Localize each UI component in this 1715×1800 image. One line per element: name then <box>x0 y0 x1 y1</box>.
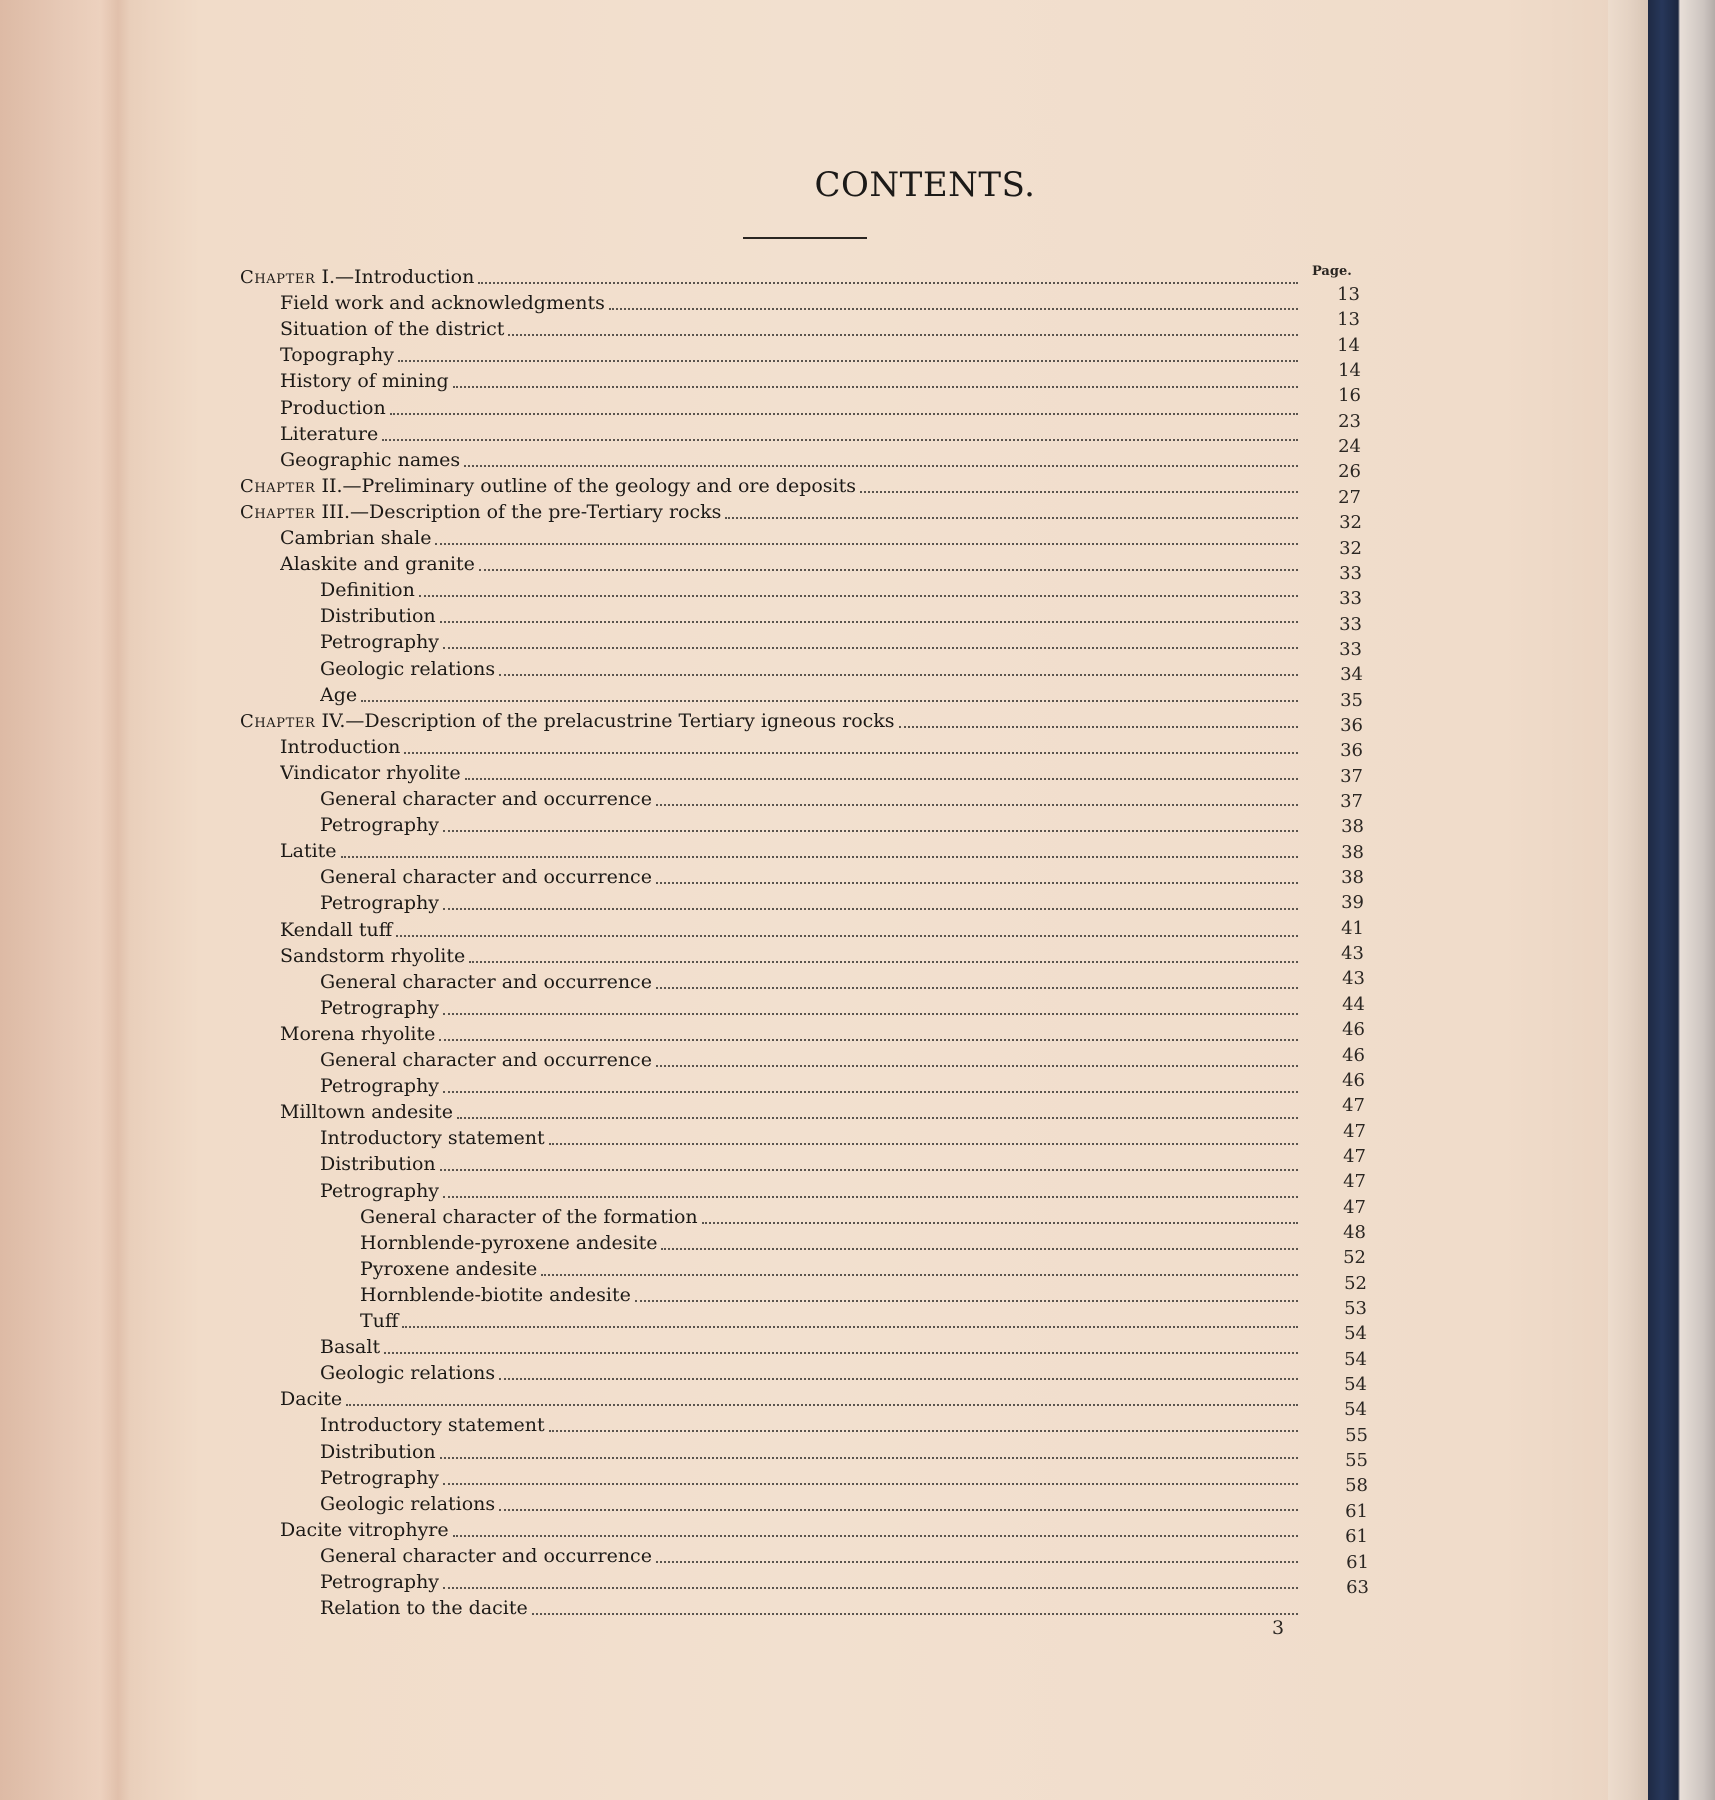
toc-entry-label <box>320 1595 528 1621</box>
toc-entry-text: IV.—Description of the prelacustrine Tertiary igneous rocks <box>315 709 895 732</box>
dot-leader <box>469 959 1298 963</box>
toc-entry-label <box>360 1230 657 1256</box>
toc-page-number: 38 <box>1341 867 1364 889</box>
toc-entry-text: Introductory statement <box>320 1127 545 1150</box>
toc-page-number: 54 <box>1344 1348 1367 1370</box>
toc-entry-label <box>280 1517 449 1543</box>
toc-page-number: 46 <box>1342 1044 1365 1066</box>
toc-entry-text: Relation to the dacite <box>320 1597 528 1620</box>
dot-leader <box>702 1220 1298 1224</box>
toc-page-number: 52 <box>1343 1247 1366 1269</box>
dot-leader <box>541 1272 1298 1276</box>
chapter-word: Chapter <box>240 475 316 497</box>
toc-page-number: 33 <box>1339 562 1362 584</box>
toc-entry <box>320 812 1302 838</box>
toc-entry-text: Production <box>280 396 386 419</box>
dot-leader <box>419 593 1298 597</box>
dot-leader <box>479 567 1298 571</box>
toc-entry <box>320 969 1302 995</box>
toc-entry-label <box>360 1204 698 1230</box>
toc-entry-text: General character and occurrence <box>320 1544 652 1567</box>
toc-entry <box>280 447 1302 473</box>
toc-entry-text: Geographic names <box>280 448 461 471</box>
chapter-word: Chapter <box>240 501 316 523</box>
toc-page-number: 61 <box>1346 1551 1369 1573</box>
toc-entry-text: Distribution <box>320 1153 436 1176</box>
dot-leader <box>499 1376 1298 1380</box>
toc-entry <box>320 995 1302 1021</box>
dot-leader <box>453 384 1298 388</box>
toc-entry <box>320 890 1302 916</box>
dot-leader <box>402 1324 1298 1328</box>
toc-page-number: 16 <box>1338 385 1361 407</box>
toc-entry-label <box>280 525 431 551</box>
toc-entry <box>280 734 1302 760</box>
toc-entry-text: Petrography <box>320 814 440 837</box>
toc-entry-text: Cambrian shale <box>280 527 432 549</box>
toc-page-number: 54 <box>1344 1399 1367 1421</box>
dot-leader <box>361 698 1298 702</box>
toc-page-number: 38 <box>1341 841 1364 863</box>
toc-entry-label <box>360 1282 631 1308</box>
toc-page-number: 24 <box>1338 436 1361 458</box>
toc-entry-label <box>280 1021 435 1047</box>
toc-entry <box>280 316 1302 342</box>
toc-page-number: 47 <box>1343 1145 1366 1167</box>
toc-entry-text: Petrography <box>320 1571 440 1593</box>
toc-page-number: 63 <box>1346 1576 1369 1598</box>
toc-page-number: 53 <box>1344 1298 1367 1319</box>
toc-entry-label <box>320 1465 439 1491</box>
toc-entry-text: I.—Introduction <box>315 266 475 288</box>
toc-entry <box>280 421 1302 447</box>
toc-entry-text: II.—Preliminary outline of the geology and ore deposits <box>315 474 857 497</box>
toc-entry-text: Introductory statement <box>320 1414 545 1437</box>
toc-chapter-entry <box>240 708 1302 734</box>
toc-page-number: 55 <box>1345 1424 1368 1446</box>
toc-entry-label <box>360 1256 537 1282</box>
folio-number: 3 <box>1272 1617 1285 1639</box>
toc-entry-label <box>280 342 394 368</box>
toc-entry <box>280 1386 1302 1412</box>
toc-page-number: 13 <box>1337 284 1360 305</box>
toc-entry-text: General character of the formation <box>360 1205 698 1228</box>
toc-page-number: 34 <box>1340 664 1363 686</box>
toc-entry-label <box>280 1099 453 1125</box>
dot-leader <box>443 645 1298 649</box>
dot-leader <box>899 724 1298 728</box>
toc-entry-label <box>320 890 439 916</box>
toc-page-number: 36 <box>1340 740 1363 762</box>
toc-entry <box>360 1282 1302 1308</box>
toc-entry-label <box>280 551 475 577</box>
dot-leader <box>440 1167 1298 1171</box>
toc-entry <box>360 1230 1302 1256</box>
dot-leader <box>457 1115 1298 1119</box>
toc-entry <box>360 1308 1302 1334</box>
toc-page-number: 54 <box>1344 1374 1367 1396</box>
page-column-label: Page. <box>1312 264 1352 279</box>
toc-entry-label <box>320 682 357 708</box>
toc-entry-label <box>280 838 337 864</box>
toc-entry-text: Milltown andesite <box>280 1101 453 1124</box>
toc-entry-label <box>320 1412 545 1438</box>
toc-page-number: 13 <box>1337 309 1360 331</box>
toc-entry-text: Petrography <box>320 1075 440 1098</box>
toc-entry-text: Tuff <box>360 1310 399 1332</box>
toc-page-number: 32 <box>1339 537 1362 559</box>
toc-entry-label <box>280 421 378 447</box>
dot-leader <box>404 750 1298 754</box>
toc-entry <box>360 1256 1302 1282</box>
toc-page-number: 39 <box>1341 892 1364 914</box>
chapter-word: Chapter <box>240 710 316 732</box>
toc-entry-text: Hornblende-pyroxene andesite <box>360 1231 658 1254</box>
toc-entry <box>320 1491 1302 1517</box>
toc-entry <box>320 603 1302 629</box>
toc-entry <box>280 1517 1302 1543</box>
toc-entry-text: Petrography <box>320 1466 440 1489</box>
toc-entry-label <box>280 760 461 786</box>
toc-entry-text: Alaskite and granite <box>280 553 475 576</box>
toc-page-number: 32 <box>1339 512 1362 534</box>
toc-entry-text: Pyroxene andesite <box>360 1257 538 1280</box>
toc-page-number: 44 <box>1342 993 1365 1015</box>
toc-entry-label <box>320 629 439 655</box>
toc-entry <box>360 1204 1302 1230</box>
toc-entry <box>320 786 1302 812</box>
toc-entry <box>320 1569 1302 1595</box>
dot-leader <box>346 1402 1298 1406</box>
toc-page-number: 54 <box>1344 1323 1367 1345</box>
toc-entry-label <box>320 1491 495 1517</box>
toc-chapter-entry <box>240 473 1302 499</box>
toc-entry-label <box>320 1334 380 1360</box>
dot-leader <box>464 463 1298 467</box>
toc-chapter-entry <box>240 499 1302 525</box>
toc-entry-text: Age <box>320 683 358 706</box>
toc-entry <box>280 1021 1302 1047</box>
toc-page-number: 14 <box>1338 360 1361 382</box>
toc-entry-text: Petrography <box>320 996 440 1019</box>
toc-entry-label <box>280 1386 342 1412</box>
toc-entry <box>320 1439 1302 1465</box>
toc-entry-label <box>240 264 474 290</box>
toc-entry <box>320 1151 1302 1177</box>
toc-entry-text: Introduction <box>280 735 401 758</box>
toc-entry-text: Field work and acknowledgments <box>280 292 605 315</box>
toc-page-number: 37 <box>1340 765 1363 787</box>
toc-entry-label <box>320 656 495 682</box>
toc-entry-label <box>280 734 400 760</box>
toc-entry-text: Basalt <box>320 1336 381 1359</box>
toc-entry <box>320 1047 1302 1073</box>
toc-entry-text: Distribution <box>320 605 436 628</box>
toc-entry-label <box>320 1569 439 1595</box>
toc-entry-label <box>320 995 439 1021</box>
dot-leader <box>443 1089 1298 1093</box>
toc-entry-text: Literature <box>280 422 379 445</box>
toc-entry <box>320 1595 1302 1621</box>
page-edges <box>1608 0 1648 1800</box>
dot-leader <box>443 1481 1298 1485</box>
toc-entry-label <box>320 812 439 838</box>
toc-entry-label <box>320 1125 545 1151</box>
toc-entry-text: Petrography <box>320 631 440 654</box>
dot-leader <box>499 1507 1298 1511</box>
toc-entry-text: Distribution <box>320 1440 436 1463</box>
toc-page-number: 36 <box>1340 714 1363 736</box>
dot-leader <box>453 1533 1298 1537</box>
toc-entry-label <box>320 1439 436 1465</box>
toc-entry <box>320 1412 1302 1438</box>
toc-entry <box>320 1073 1302 1099</box>
toc-page-number: 61 <box>1345 1526 1368 1548</box>
book-cover-board <box>1648 0 1715 1800</box>
dot-leader <box>341 854 1298 858</box>
toc-entry-text: General character and occurrence <box>320 788 652 810</box>
dot-leader <box>656 880 1298 884</box>
dot-leader <box>656 1063 1298 1067</box>
dot-leader <box>390 411 1298 415</box>
toc-entry-label <box>320 1360 495 1386</box>
toc-entry-label <box>320 1543 652 1569</box>
toc-entry-label <box>320 577 415 603</box>
toc-entry-label <box>320 786 652 812</box>
toc-entry-label <box>280 447 460 473</box>
toc-page-number: 48 <box>1343 1221 1366 1243</box>
toc-entry-text: Morena rhyolite <box>280 1022 436 1045</box>
toc-entry-label <box>280 943 465 969</box>
toc-page-number: 47 <box>1343 1196 1366 1218</box>
toc-page-number: 37 <box>1340 791 1363 812</box>
toc-page-number: 52 <box>1344 1272 1367 1294</box>
dot-leader <box>656 802 1298 806</box>
dot-leader <box>478 280 1298 284</box>
dot-leader <box>499 672 1298 676</box>
toc-entry-label <box>320 1151 436 1177</box>
toc-entry-text: Dacite vitrophyre <box>280 1518 449 1541</box>
dot-leader <box>635 1298 1298 1302</box>
toc-entry-label <box>280 316 504 342</box>
dot-leader <box>440 1455 1298 1459</box>
toc-page-number: 43 <box>1342 968 1365 990</box>
toc-entry <box>320 629 1302 655</box>
toc-entry-label <box>240 499 721 525</box>
toc-page-number: 26 <box>1338 461 1361 483</box>
toc-entry-label <box>320 603 436 629</box>
toc-entry <box>280 290 1302 316</box>
toc-entry-label <box>320 1047 652 1073</box>
toc-entry-label <box>320 1178 439 1204</box>
dot-leader <box>656 985 1298 989</box>
toc-entry-text: General character and occurrence <box>320 970 652 993</box>
chapter-word: Chapter <box>240 267 316 288</box>
dot-leader <box>549 1428 1298 1432</box>
toc-entry-label <box>320 969 652 995</box>
toc-entry-label <box>320 1073 439 1099</box>
toc-entry <box>280 838 1302 864</box>
dot-leader <box>725 515 1298 519</box>
toc-page-number: 33 <box>1339 638 1362 660</box>
toc-entry <box>280 395 1302 421</box>
toc-entry <box>280 551 1302 577</box>
dot-leader <box>465 776 1298 780</box>
toc-entry-text: Definition <box>320 579 415 602</box>
page-title: CONTENTS. <box>814 165 1036 205</box>
toc-page-number: 47 <box>1343 1171 1366 1193</box>
toc-entry-label <box>320 864 652 890</box>
toc-entry-label <box>360 1308 398 1334</box>
toc-page-number: 46 <box>1342 1019 1365 1041</box>
toc-entry-text: Petrography <box>320 892 440 915</box>
toc-page-number: 43 <box>1341 943 1364 965</box>
dot-leader <box>443 828 1298 832</box>
toc-entry <box>320 1334 1302 1360</box>
toc-entry-label <box>280 368 449 394</box>
toc-entry <box>320 656 1302 682</box>
toc-page-number: 47 <box>1342 1095 1365 1117</box>
toc-entry-text: Situation of the district <box>280 318 505 341</box>
toc-entry-label <box>280 917 392 943</box>
toc-entry-text: Petrography <box>320 1179 440 1202</box>
toc-entry <box>320 1125 1302 1151</box>
contents-page <box>120 0 1608 1800</box>
dot-leader <box>398 358 1298 362</box>
dot-leader <box>435 541 1298 545</box>
toc-page-number: 33 <box>1339 613 1362 635</box>
toc-page-number: 14 <box>1337 334 1360 356</box>
toc-entry-text: History of mining <box>280 370 449 393</box>
toc-entry <box>320 1543 1302 1569</box>
toc-entry-label <box>240 473 856 499</box>
dot-leader <box>443 1011 1298 1015</box>
toc-page-number: 58 <box>1345 1475 1368 1497</box>
dot-leader <box>443 1585 1298 1589</box>
dot-leader <box>508 332 1298 336</box>
dot-leader <box>661 1246 1298 1250</box>
toc-page-number: 41 <box>1341 917 1364 939</box>
toc-entry <box>280 917 1302 943</box>
dot-leader <box>860 489 1298 493</box>
dot-leader <box>609 306 1298 310</box>
toc-page-number: 35 <box>1340 689 1363 711</box>
dot-leader <box>382 437 1298 441</box>
dot-leader <box>396 933 1298 937</box>
toc-entry-text: Geologic relations <box>320 657 496 680</box>
toc-page-number: 47 <box>1343 1120 1366 1142</box>
toc-chapter-entry <box>240 264 1302 290</box>
toc-entry-text: Sandstorm rhyolite <box>280 944 466 967</box>
toc-entry-text: General character and occurrence <box>320 866 652 889</box>
toc-entry <box>320 1360 1302 1386</box>
toc-entry-text: Hornblende-biotite andesite <box>360 1283 631 1306</box>
toc-page-number: 46 <box>1342 1069 1365 1091</box>
toc-entry-label <box>280 290 605 316</box>
toc-page-number: 23 <box>1338 410 1361 432</box>
toc-entry-text: General character and occurrence <box>320 1049 652 1071</box>
toc-page-number: 61 <box>1345 1500 1368 1522</box>
toc-entry-text: Geologic relations <box>320 1492 496 1515</box>
toc-page-number: 38 <box>1341 816 1364 838</box>
toc-entry <box>280 760 1302 786</box>
toc-entry <box>280 368 1302 394</box>
toc-page-number: 27 <box>1338 486 1361 508</box>
title-rule <box>743 237 867 239</box>
toc-entry <box>320 1178 1302 1204</box>
toc-entry <box>280 943 1302 969</box>
toc-entry-text: Geologic relations <box>320 1362 496 1385</box>
toc-entry <box>320 682 1302 708</box>
dot-leader <box>440 619 1298 623</box>
dot-leader <box>443 1194 1298 1198</box>
dot-leader <box>439 1037 1298 1041</box>
toc-entry-label <box>280 395 386 421</box>
dot-leader <box>549 1141 1298 1145</box>
toc-entry-text: Kendall tuff <box>280 918 393 941</box>
toc-entry <box>320 1465 1302 1491</box>
toc-entry <box>280 1099 1302 1125</box>
toc-entry-text: Latite <box>280 840 337 863</box>
dot-leader <box>443 906 1298 910</box>
toc-entry-label <box>240 708 895 734</box>
toc-entry-text: Dacite <box>280 1388 343 1411</box>
toc-entry-text: Topography <box>280 344 394 367</box>
toc-entry-text: Vindicator rhyolite <box>280 761 461 784</box>
toc-entry <box>280 342 1302 368</box>
dot-leader <box>532 1611 1298 1615</box>
toc-entry <box>320 577 1302 603</box>
toc-entry <box>320 864 1302 890</box>
dot-leader <box>656 1559 1298 1563</box>
toc-page-number: 33 <box>1339 588 1362 610</box>
toc-page-number: 55 <box>1345 1450 1368 1472</box>
dot-leader <box>384 1350 1298 1354</box>
toc-entry <box>280 525 1302 551</box>
toc-entry-text: III.—Description of the pre-Tertiary rocks <box>315 500 722 523</box>
